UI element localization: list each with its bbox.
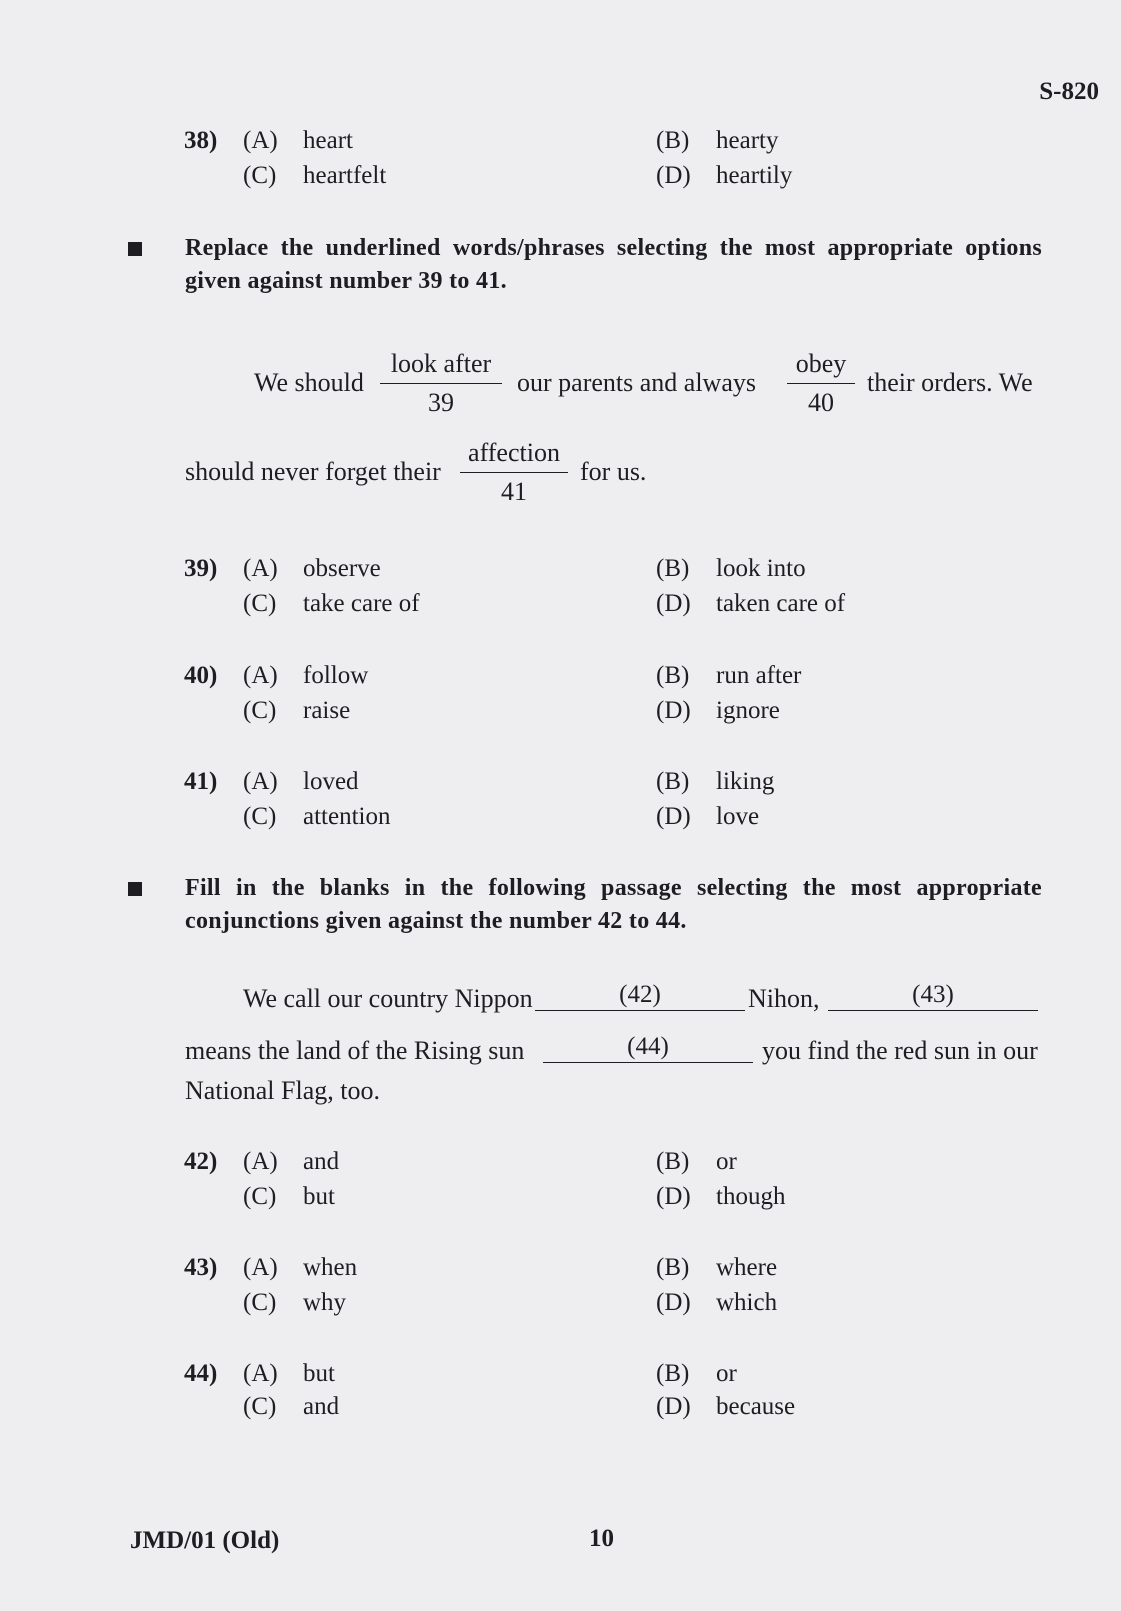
option-a: (A) when <box>243 1254 358 1281</box>
option-a: (A) observe <box>243 555 381 582</box>
option-a: (A) heart <box>243 127 353 154</box>
question-number: 44) <box>184 1360 218 1387</box>
option-d: (D) ignore <box>656 697 780 724</box>
page-number: 10 <box>589 1525 614 1552</box>
option-c: (C) attention <box>243 803 391 830</box>
footer-code: JMD/01 (Old) <box>130 1527 280 1554</box>
option-c: (C) and <box>243 1393 340 1420</box>
question-number: 40) <box>184 662 218 689</box>
option-c: (C) raise <box>243 697 351 724</box>
question-number: 39) <box>184 555 218 582</box>
option-d: (D) love <box>656 803 760 830</box>
blank-41: affection 41 <box>460 438 568 509</box>
blank-39: look after 39 <box>380 349 502 420</box>
option-a: (A) but <box>243 1360 335 1387</box>
option-c: (C) but <box>243 1183 335 1210</box>
option-b: (B) hearty <box>656 127 779 154</box>
blank-40: obey 40 <box>787 349 855 420</box>
option-b: (B) or <box>656 1360 737 1387</box>
option-a: (A) and <box>243 1148 340 1175</box>
section-instruction: Replace the underlined words/phrases selecting the most appropriate options given against number 39 to 41. <box>185 235 1042 294</box>
blank-44: (44) <box>543 1032 753 1063</box>
option-d: (D) which <box>656 1289 778 1316</box>
option-a: (A) loved <box>243 768 359 795</box>
option-b: (B) run after <box>656 662 802 689</box>
option-c: (C) why <box>243 1289 347 1316</box>
option-a: (A) follow <box>243 662 369 689</box>
option-d: (D) heartily <box>656 162 793 189</box>
blank-43: (43) <box>828 980 1038 1011</box>
option-b: (B) where <box>656 1254 778 1281</box>
question-number: 38) <box>184 127 218 154</box>
question-number: 43) <box>184 1254 218 1281</box>
section-instruction: Fill in the blanks in the following passage selecting the most appropriate conjunctions given against the number 42 to 44. <box>185 875 1042 934</box>
option-d: (D) taken care of <box>656 590 846 617</box>
question-number: 41) <box>184 768 218 795</box>
bullet-square <box>128 882 142 896</box>
option-d: (D) though <box>656 1183 786 1210</box>
blank-42: (42) <box>535 980 745 1011</box>
option-b: (B) or <box>656 1148 737 1175</box>
option-c: (C) take care of <box>243 590 420 617</box>
paper-code: S-820 <box>1039 78 1099 105</box>
option-b: (B) liking <box>656 768 775 795</box>
option-b: (B) look into <box>656 555 806 582</box>
question-number: 42) <box>184 1148 218 1175</box>
bullet-square <box>128 242 142 256</box>
option-d: (D) because <box>656 1393 796 1420</box>
option-c: (C) heartfelt <box>243 162 387 189</box>
